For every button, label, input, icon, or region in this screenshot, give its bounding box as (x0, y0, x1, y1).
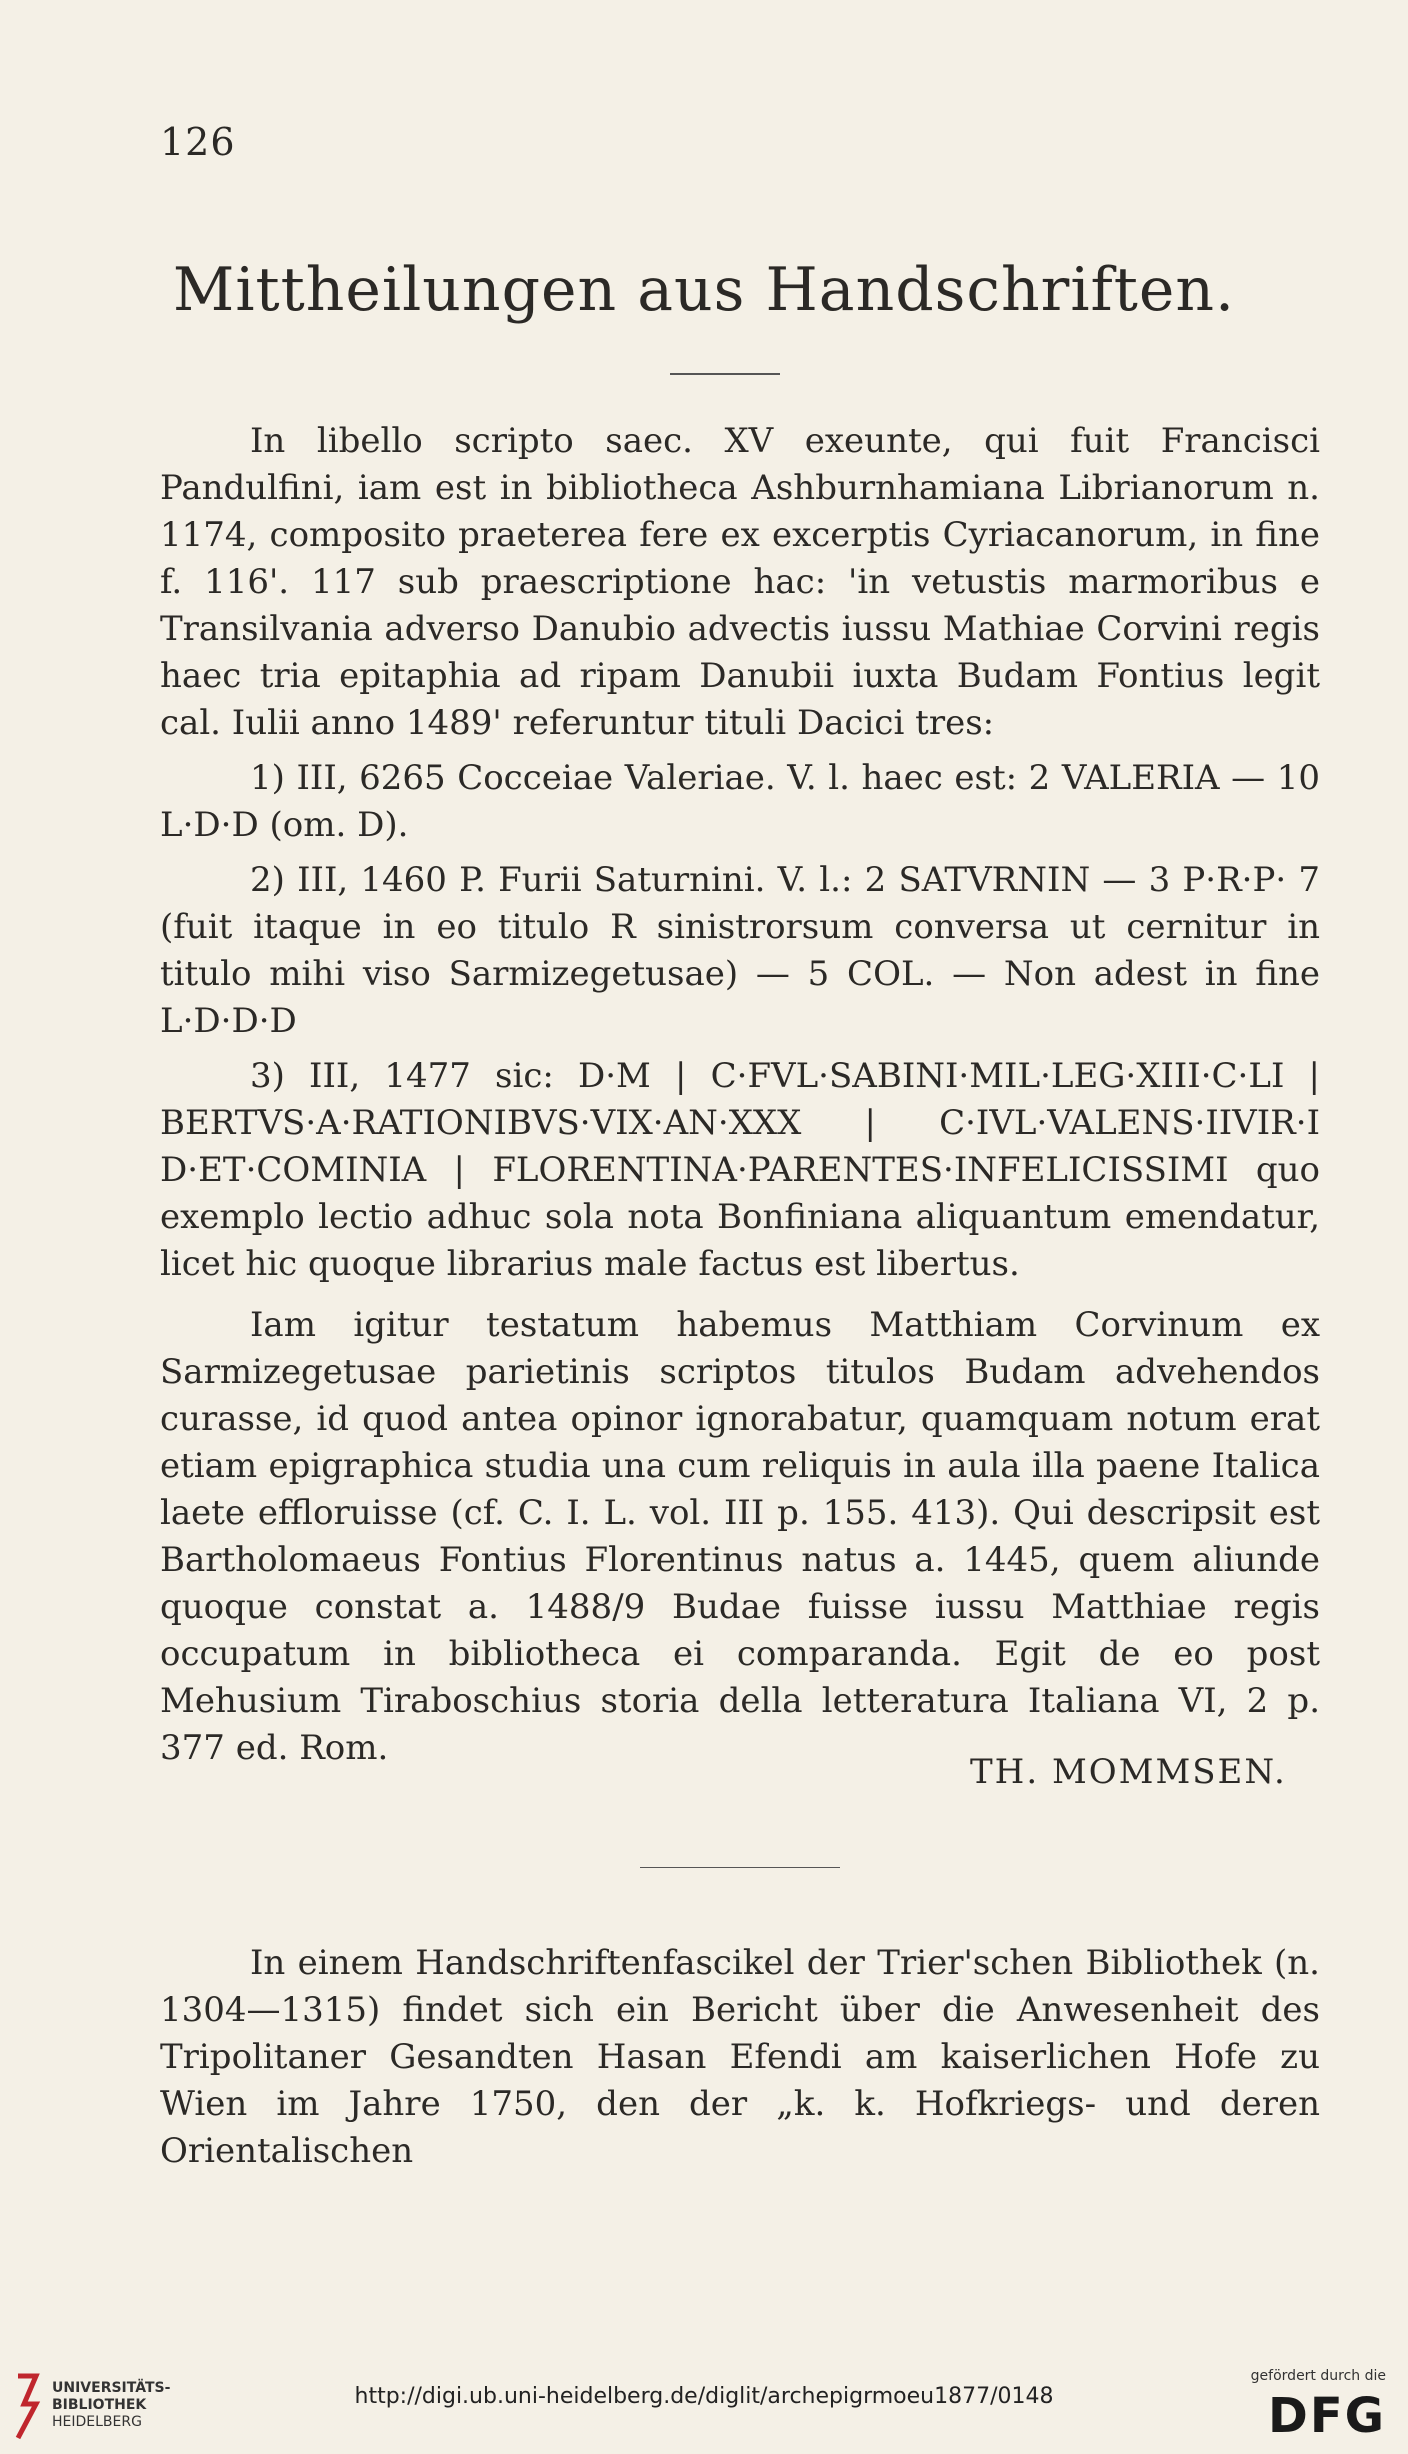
source-url-link[interactable]: http://digi.ub.uni-heidelberg.de/diglit/archepigrmoeu1877/0148 (354, 2384, 1054, 2409)
item-3: 3) III, 1477 sic: D·M | C·FVL·SABINI·MIL·LEG·XIII·C·LI | BERTVS·A·RATIONIBVS·VIX·AN·XXX | C·IVL·VALENS·IIVIR·I D·ET·COMINIA | FLORENTINA·PARENTES·INFELICISSIMI quo exemplo lectio adhuc sola nota Bonfiniana aliquantum emendatur, licet hic quoque librarius male factus est libertus. (160, 1056, 1320, 1284)
signature: TH. MOMMSEN. (970, 1752, 1287, 1792)
title-rule (670, 373, 780, 375)
section-rule (640, 1867, 840, 1868)
logo-line-1: UNIVERSITÄTS- (52, 2380, 171, 2396)
paragraph-2: Iam igitur testatum habemus Matthiam Corvinum ex Sarmizegetusae parietinis scriptos titulos Budam advehendos curasse, id quod antea opinor ignorabatur, quamquam notum erat etiam epigraphica studia una cum reliquis in aula illa paene Italica laete effloruisse (cf. C. I. L. vol. III p. 155. 413). Qui descripsit est Bartholomaeus Fontius Florentinus natus a. 1445, quem aliunde quoque constat a. 1488/9 Budae fuisse iussu Matthiae regis occupatum in bibliotheca ei comparanda. Egit de eo post Mehusium Tiraboschius storia della letteratura Italiana VI, 2 p. 377 ed. Rom. (160, 1305, 1320, 1768)
page-title: Mittheilungen aus Handschriften. (172, 255, 1236, 325)
funding-note: gefördert durch die (1250, 2368, 1386, 2384)
item-1: 1) III, 6265 Cocceiae Valeriae. V. l. haec est: 2 VALERIA — 10 L·D·D (om. D). (160, 758, 1320, 845)
logo-line-2: BIBLIOTHEK (52, 2397, 147, 2413)
paragraph-1: In libello scripto saec. XV exeunte, qui fuit Francisci Pandulfini, iam est in bibliotheca Ashburnhamiana Librianorum n. 1174, composito praeterea fere ex excerptis Cyriacanorum, in fine f. 116'. 117 sub praescriptione hac: 'in vetustis marmoribus e Transilvania adverso Danubio advectis iussu Mathiae Corvini regis haec tria epitaphia ad ripam Danubii iuxta Budam Fontius legit cal. Iulii anno 1489' referuntur tituli Dacici tres: (160, 421, 1320, 743)
page-number: 126 (160, 120, 236, 164)
logo-line-3: HEIDELBERG (52, 2414, 142, 2430)
dfg-logo: DFG (1267, 2388, 1386, 2444)
paragraph-3: In einem Handschriftenfascikel der Trier'schen Bibliothek (n. 1304—1315) findet sich ein Bericht über die Anwesenheit des Tripolitaner Gesandten Hasan Efendi am kaiserlichen Hofe zu Wien im Jahre 1750, den der „k. k. Hofkriegs- und deren Orientalischen (160, 1943, 1320, 2171)
section-1 (160, 418, 1320, 1772)
item-2: 2) III, 1460 P. Furii Saturnini. V. l.: 2 SATVRNIN — 3 P·R·P· 7 (fuit itaque in eo titulo R sinistrorsum conversa ut cernitur in titulo mihi viso Sarmizegetusae) — 5 COL. — Non adest in fine L·D·D·D (160, 860, 1320, 1041)
section-2 (160, 1940, 1320, 2175)
